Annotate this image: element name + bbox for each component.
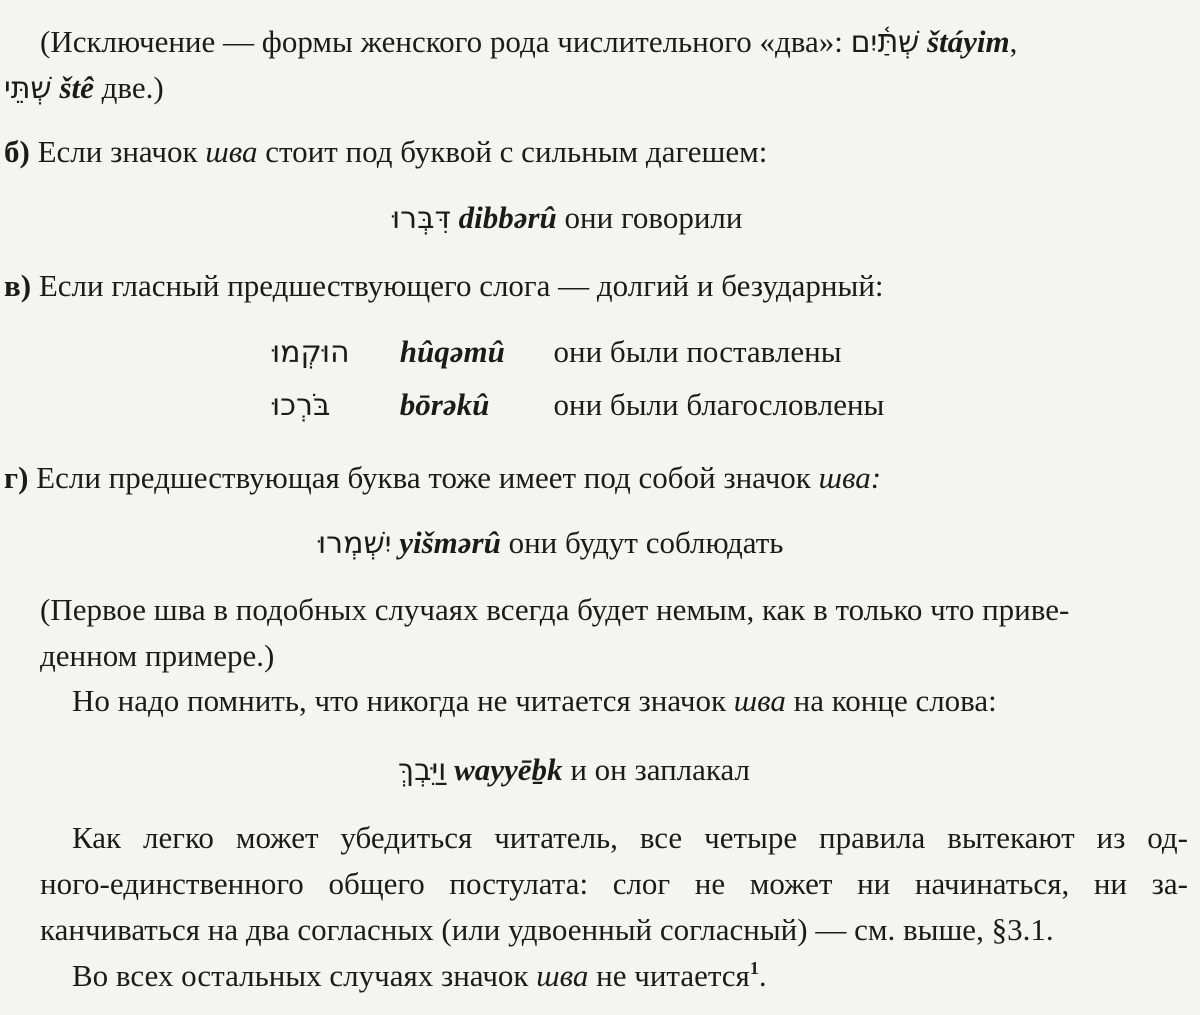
gloss-yishmeru: они будут соблюдать [508, 525, 784, 560]
hebrew-shtayim: שְׁתַּ֫יִם [850, 25, 920, 60]
translit-wayyebk: wayyēḇk [454, 752, 563, 787]
translit-huqemu: hûqəmû [399, 334, 505, 369]
rule-v-example-1 [272, 332, 842, 373]
final-rule-example [398, 750, 750, 791]
hebrew-yishmeru: יִשְׁמְרוּ [318, 526, 392, 561]
translit-borekhu: bōrəkû [399, 387, 490, 422]
hebrew-huqemu: הוּקְמוּ [272, 335, 350, 370]
hebrew-shte: שְׁתֵּי [4, 71, 52, 106]
rule-v-example-2 [272, 385, 884, 426]
rule-v-line [4, 266, 884, 306]
rule-b-text-after: стоит под буквой с сильным дагешем: [265, 134, 768, 169]
last-text-after: не читается [596, 958, 750, 993]
exception-line-2 [4, 68, 164, 109]
last-text-before: Во всех остальных случаях значок [72, 958, 529, 993]
final-rule-text-after: на конце слова: [793, 683, 997, 718]
rule-b-line [4, 132, 767, 172]
conclusion-text-2: ного-единственного общего постулата: слог не может ни начинаться, ни за- [40, 866, 1188, 901]
note-line-2 [40, 636, 274, 676]
last-term: шва [536, 958, 589, 993]
note-text-2: денном примере.) [40, 638, 275, 673]
rule-v-marker: в) [4, 268, 32, 303]
conclusion-line-1 [72, 818, 1188, 858]
conclusion-text-1: Как легко может убедиться читатель, все четыре правила вытекают из од- [72, 820, 1188, 855]
gloss-wayyebk: и он заплакал [570, 752, 751, 787]
note-line-1 [40, 590, 1069, 630]
gloss-borekhu: они были благословлены [553, 387, 885, 422]
rule-b-marker: б) [4, 134, 30, 169]
rule-v-text: Если гласный предшествующего слога — долгий и безударный: [38, 268, 884, 303]
exception-gloss: две.) [101, 70, 164, 105]
conclusion-text-3: канчиваться на два согласных (или удвоенный согласный) — см. выше, §3.1. [40, 912, 1054, 947]
translit-shte: štê [59, 70, 94, 105]
rule-g-term: шва: [818, 460, 882, 495]
hebrew-wayyebk: וַיֵּבְךְּ [398, 753, 447, 788]
note-text-1: (Первое шва в подобных случаях всегда будет немым, как в только что приве- [40, 592, 1070, 627]
final-rule-term: шва [733, 683, 786, 718]
gloss-dibberu: они говорили [564, 200, 743, 235]
hebrew-borekhu: בֹּרְכוּ [272, 388, 331, 423]
rule-b-example [392, 198, 742, 239]
final-rule-text-before: Но надо помнить, что никогда не читается значок [72, 683, 727, 718]
rule-b-text-before: Если значок [37, 134, 198, 169]
rule-g-text-before: Если предшествующая буква тоже имеет под собой значок [36, 460, 811, 495]
rule-b-term: шва [205, 134, 258, 169]
rule-g-line [4, 458, 881, 498]
last-line [72, 956, 767, 996]
hebrew-dibberu: דִּבְּרוּ [392, 201, 451, 236]
last-end: . [758, 958, 767, 993]
footnote-marker[interactable]: 1 [749, 958, 759, 978]
rule-g-marker: г) [4, 460, 29, 495]
final-rule-line [72, 681, 997, 721]
conclusion-line-2 [40, 864, 1188, 904]
translit-shtayim: štáyim [926, 24, 1010, 59]
exception-line-1: (Исключение — формы женского рода числительного «два»: שְׁתַּ֫יִם štáyim, [40, 22, 1017, 63]
translit-dibberu: dibbərû [458, 200, 557, 235]
conclusion-line-3 [40, 910, 1054, 950]
gloss-huqemu: они были поставлены [553, 334, 842, 369]
exception-text: (Исключение — формы женского рода числительного «два»: [40, 24, 843, 59]
translit-yishmeru: yišmərû [399, 525, 501, 560]
rule-g-example [318, 523, 783, 564]
